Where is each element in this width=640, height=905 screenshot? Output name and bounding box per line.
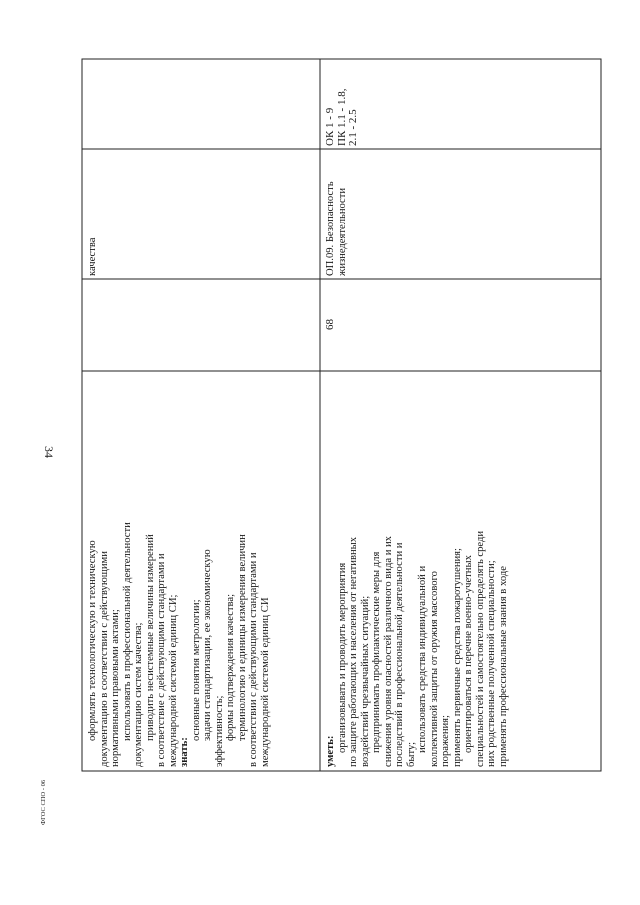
hours-value: 68 <box>324 319 336 330</box>
text-line: документацию в соответствии с действующими <box>98 551 110 767</box>
competency-code: ОК 1 - 9 <box>324 107 336 146</box>
text-line: оформлять технологическую и техническую <box>87 540 98 741</box>
text-line: по защите работающих и населения от негативных <box>348 536 359 767</box>
top-row-discipline <box>87 238 99 276</box>
text-line: эффективность; <box>213 695 225 767</box>
text-line: международной системой единиц СИ <box>259 597 271 767</box>
bottom-row-competencies <box>325 89 360 146</box>
text-line: поражения; <box>440 714 451 767</box>
page-number: 34 <box>42 446 56 458</box>
footer-code: ФГОС СПО - 06 <box>40 779 47 825</box>
text-line: специальностей и самостоятельно определять среди <box>474 530 486 767</box>
discipline-name: качества <box>87 237 98 276</box>
text-line: ориентироваться в перечне военно-учетных <box>463 555 474 753</box>
text-line: использовать в профессиональной деятельности <box>121 522 133 741</box>
text-line: документацию систем качества; <box>133 622 144 767</box>
text-line: быту; <box>405 741 417 767</box>
text-line: них родственные полученной специальности; <box>486 560 497 767</box>
text-line: нормативными правовыми актами; <box>110 609 121 767</box>
competency-code: 2.1 - 2.5 <box>347 109 359 146</box>
bottom-row-description <box>325 531 509 767</box>
text-line: использовать средства индивидуальной и <box>417 565 428 753</box>
text-line: в соответствии с действующими стандартами и <box>248 552 259 767</box>
text-line: приводить несистемные величины измерений <box>144 534 156 741</box>
text-line: терминологию и единицы измерения величин <box>236 534 248 741</box>
top-row-description <box>87 522 271 767</box>
section-heading: знать: <box>179 737 190 767</box>
bottom-row-discipline <box>325 181 348 276</box>
text-line: в соответствие с действующими стандартами и <box>156 553 167 767</box>
text-line: задачи стандартизации, ее экономическую <box>202 549 213 741</box>
text-line: применять профессиональные знания в ходе <box>497 566 509 767</box>
section-heading: уметь: <box>325 735 336 767</box>
text-line: основные понятия метрологии; <box>190 599 202 741</box>
text-line: воздействий чрезвычайных ситуаций; <box>359 595 371 767</box>
text-line: формы подтверждения качества; <box>225 593 236 741</box>
discipline-name: ОП.09. Безопасность <box>325 181 336 276</box>
text-line: организовывать и проводить мероприятия <box>336 562 348 753</box>
text-line: международной системой единиц СИ; <box>167 594 179 767</box>
text-line: применять первичные средства пожаротушения; <box>451 548 463 767</box>
bottom-row-hours <box>325 319 337 330</box>
text-line: последствий в профессиональной деятельности и <box>394 542 405 767</box>
discipline-name: жизнедеятельности <box>336 187 348 276</box>
competency-code: ПК 1.1 - 1.8, <box>335 88 348 146</box>
text-line: коллективной защиты от оружия массового <box>428 571 440 767</box>
text-line: снижения уровня опасностей различного вида и их <box>382 536 394 767</box>
text-line: предпринимать профилактические меры для <box>371 551 382 753</box>
